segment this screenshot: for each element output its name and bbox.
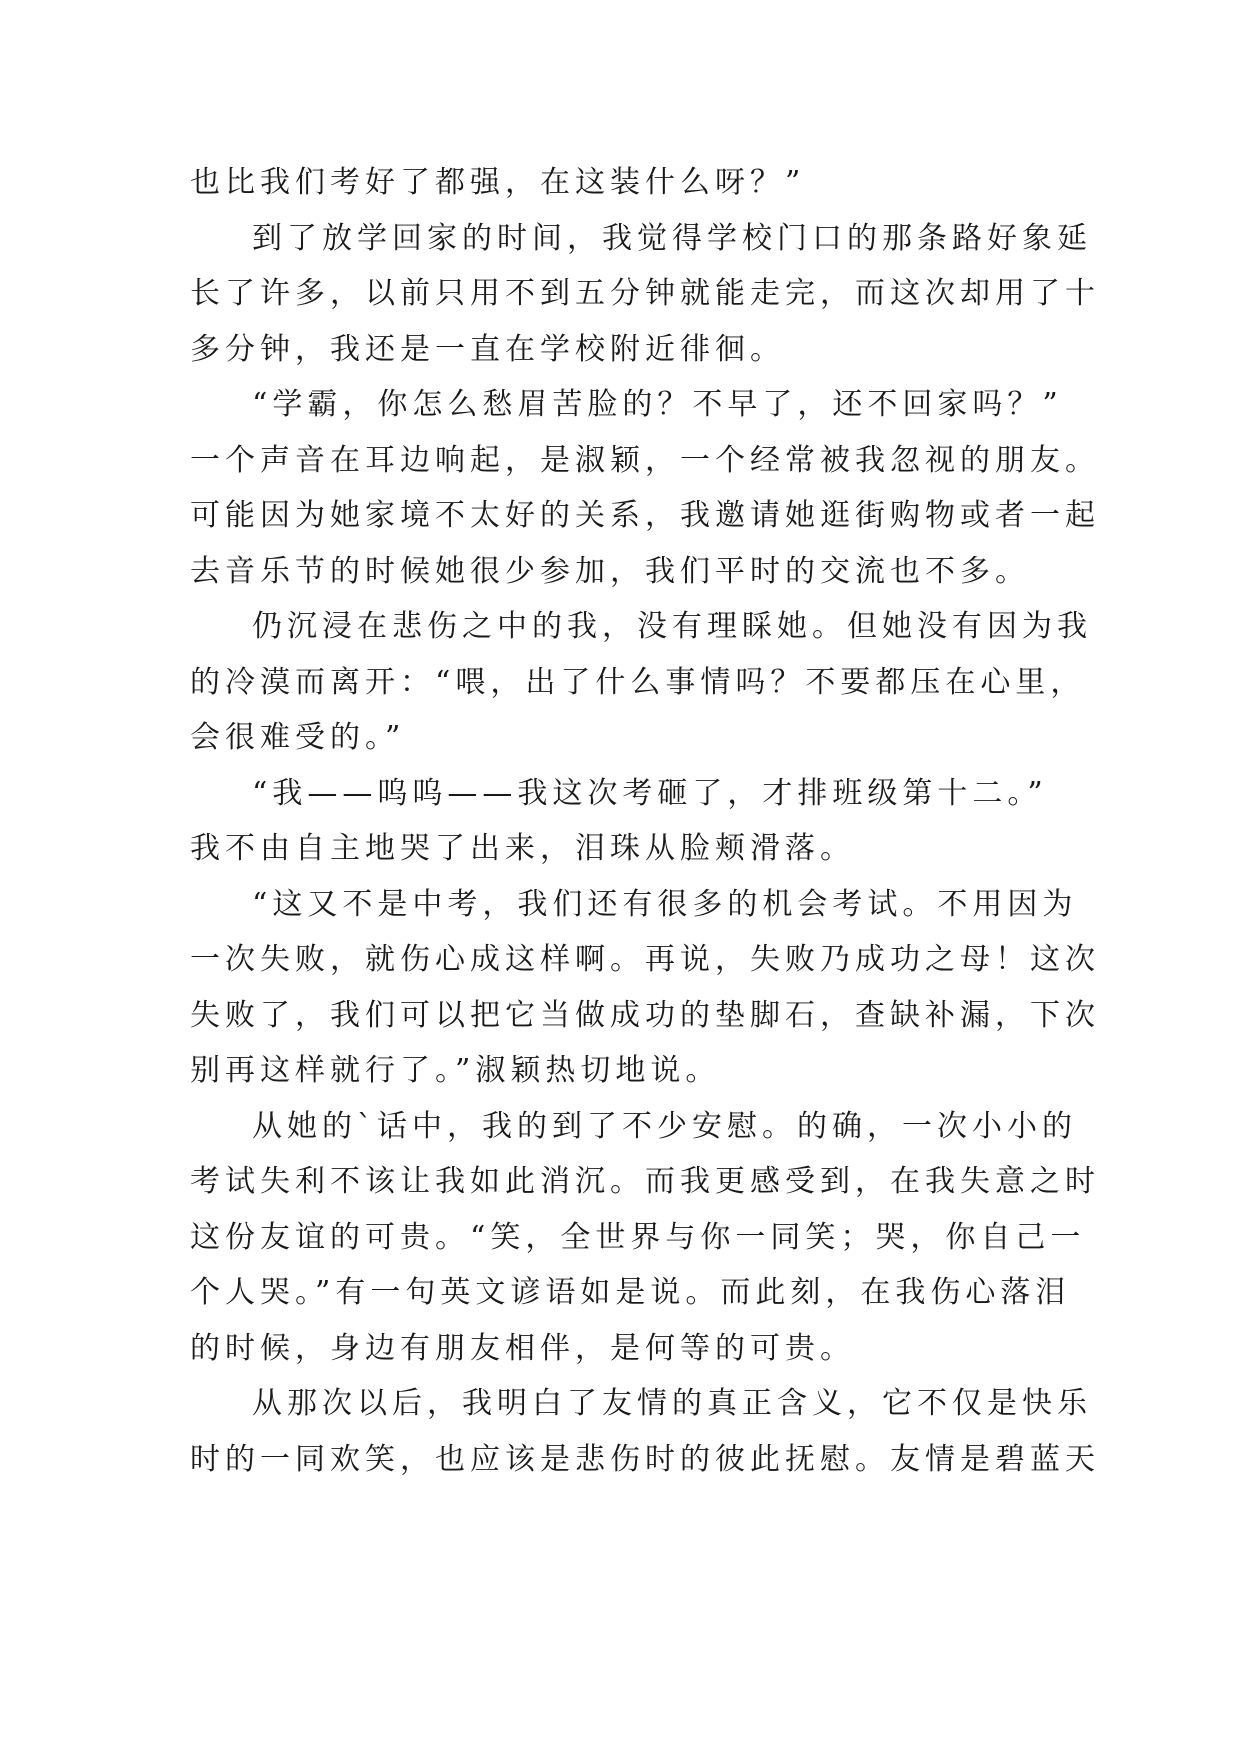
text-line: 考试失利不该让我如此消沉。而我更感受到，在我失意之时 — [190, 1164, 1100, 1199]
text-line: 失败了，我们可以把它当做成功的垫脚石，查缺补漏，下次 — [190, 997, 1100, 1033]
text-line: 我不由自主地哭了出来，泪珠从脸颊滑落。 — [190, 831, 855, 866]
document-body — [190, 155, 1100, 1487]
text-line: 多分钟，我还是一直在学校附近徘徊。 — [190, 331, 785, 367]
text-line: 可能因为她家境不太好的关系，我邀请她逛街购物或者一起 — [190, 498, 1100, 533]
text-line: 的冷漠而离开：“喂，出了什么事情吗？不要都压在心里， — [190, 664, 1086, 700]
text-line: 从那次以后，我明白了友情的真正含义，它不仅是快乐 — [252, 1386, 1092, 1421]
text-line: 个人哭。”有一句英文谚语如是说。而此刻，在我伤心落泪 — [190, 1275, 1071, 1310]
text-line: 这份友谊的可贵。“笑，全世界与你一同笑；哭，你自己一 — [190, 1219, 1086, 1255]
text-line: 的时候，身边有朋友相伴，是何等的可贵。 — [190, 1330, 855, 1366]
text-line: “我——呜呜——我这次考砸了，才排班级第十二。” — [252, 775, 1048, 811]
text-line: 长了许多，以前只用不到五分钟就能走完，而这次却用了十 — [190, 276, 1100, 311]
text-line: “学霸，你怎么愁眉苦脸的？不早了，还不回家吗？” — [252, 387, 1063, 422]
text-line: “这又不是中考，我们还有很多的机会考试。不用因为 — [252, 886, 1078, 922]
text-line: 到了放学回家的时间，我觉得学校门口的那条路好象延 — [252, 220, 1092, 256]
text-line: 从她的`话中，我的到了不少安慰。的确，一次小小的 — [252, 1108, 1077, 1144]
text-line: 去音乐节的时候她很少参加，我们平时的交流也不多。 — [190, 553, 1030, 589]
text-line: 时的一同欢笑，也应该是悲伤时的彼此抚慰。友情是碧蓝天 — [190, 1441, 1100, 1477]
text-line: 一个声音在耳边响起，是淑颖，一个经常被我忽视的朋友。 — [190, 442, 1100, 478]
text-line: 也比我们考好了都强，在这装什么呀？” — [190, 165, 806, 200]
text-line: 会很难受的。” — [190, 720, 406, 755]
text-line: 一次失败，就伤心成这样啊。再说，失败乃成功之母！这次 — [190, 942, 1100, 977]
text-line: 仍沉浸在悲伤之中的我，没有理睬她。但她没有因为我 — [252, 609, 1092, 644]
text-line: 别再这样就行了。”淑颖热切地说。 — [190, 1053, 721, 1088]
